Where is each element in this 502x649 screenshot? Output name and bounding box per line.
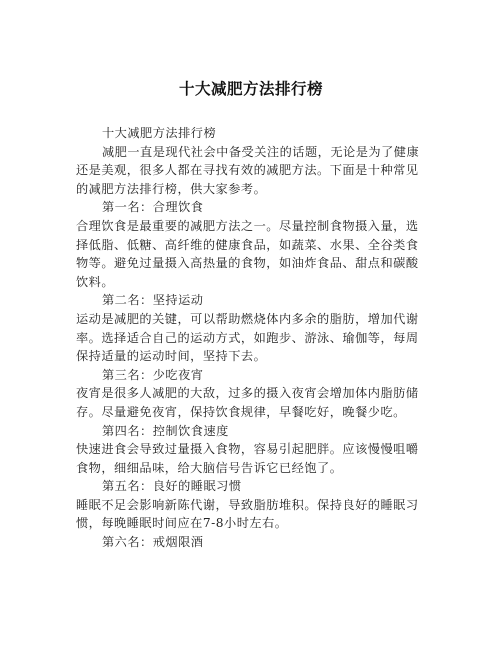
rank-3-heading: 第三名：少吃夜宵	[102, 367, 204, 382]
rank-4-paragraph: 快速进食会导致过量摄入食物，容易引起肥胖。应该慢慢咀嚼食物，细细品味，给大脑信号告诉它已经饱了。	[76, 442, 419, 475]
rank-1-heading: 第一名：合理饮食	[102, 200, 204, 215]
rank-1-paragraph: 合理饮食是最重要的减肥方法之一。尽量控制食物摄入量，选择低脂、低糖、高纤维的健康食品，如蔬菜、水果、全谷类食物等。避免过量摄入高热量的食物，如油炸食品、甜点和碳酸饮料。	[76, 218, 419, 289]
rank-2-heading: 第二名：坚持运动	[102, 293, 204, 308]
intro-paragraph: 减肥一直是现代社会中备受关注的话题，无论是为了健康还是美观，很多人都在寻找有效的减肥方法。下面是十种常见的减肥方法排行榜，供大家参考。	[76, 144, 420, 196]
rank-2-paragraph: 运动是减肥的关键，可以帮助燃烧体内多余的脂肪，增加代谢率。选择适合自己的运动方式，如跑步、游泳、瑜伽等，每周保持适量的运动时间，坚持下去。	[76, 311, 419, 364]
rank-5-heading: 第五名：良好的睡眠习惯	[102, 479, 242, 494]
rank-4-heading: 第四名：控制饮食速度	[102, 423, 229, 438]
intro-heading: 十大减肥方法排行榜	[102, 126, 217, 140]
rank-5-paragraph: 睡眠不足会影响新陈代谢，导致脂肪堆积。保持良好的睡眠习惯，每晚睡眠时间应在7-8小时左右。	[76, 497, 419, 531]
document-body	[76, 124, 426, 552]
rank-3-paragraph: 夜宵是很多人减肥的大敌，过多的摄入夜宵会增加体内脂肪储存。尽量避免夜宵，保持饮食规律，早餐吃好，晚餐少吃。	[76, 386, 419, 419]
rank-6-heading: 第六名：戒烟限酒	[102, 535, 204, 550]
document-title: 十大减肥方法排行榜	[178, 80, 323, 98]
